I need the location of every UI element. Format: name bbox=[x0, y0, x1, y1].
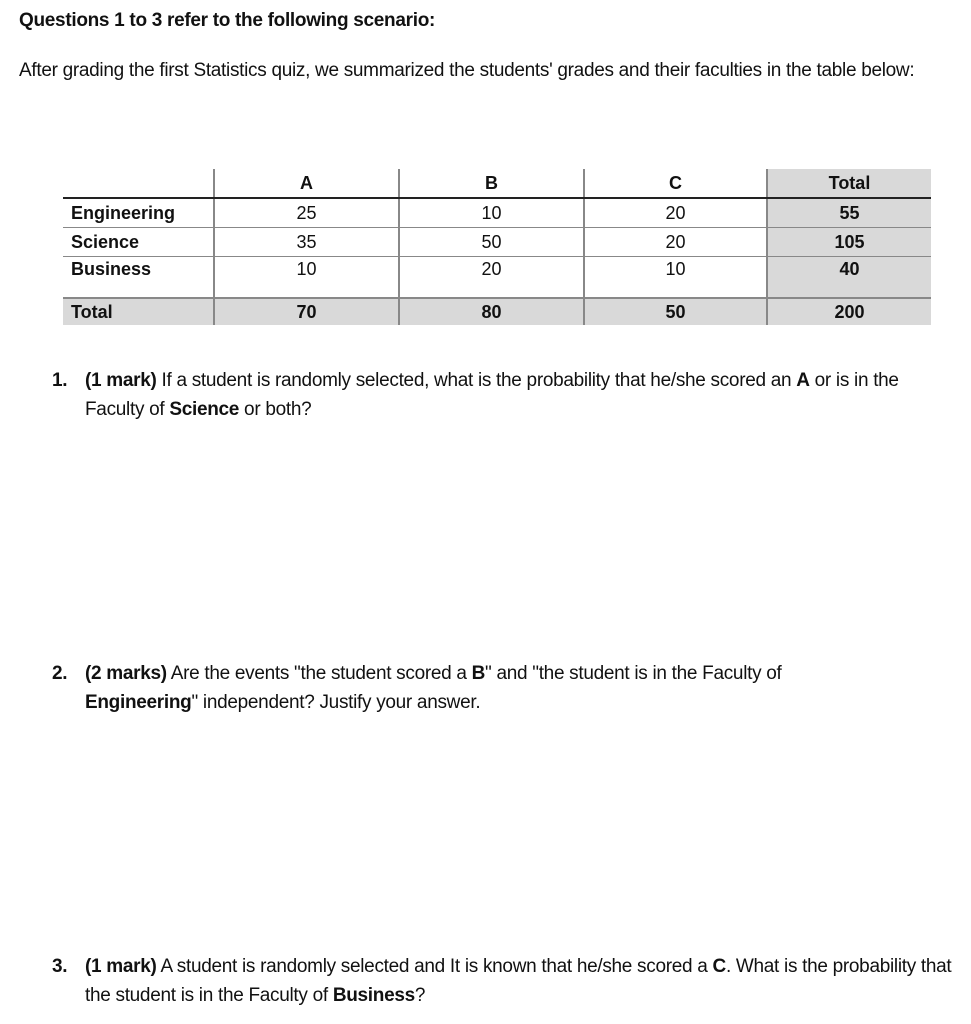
scenario-heading: Questions 1 to 3 refer to the following scenario: bbox=[19, 10, 436, 31]
question-text: or both? bbox=[239, 399, 312, 420]
header-total: Total bbox=[767, 169, 931, 198]
cell-total: 105 bbox=[767, 228, 931, 257]
cell-a: 35 bbox=[214, 228, 399, 257]
question-emphasis: C bbox=[712, 956, 726, 977]
grades-faculty-table bbox=[63, 169, 931, 325]
cell-b: 80 bbox=[399, 298, 584, 325]
cell-c: 20 bbox=[584, 228, 767, 257]
header-b: B bbox=[399, 169, 584, 198]
question-emphasis: A bbox=[796, 370, 810, 391]
cell-a: 10 bbox=[214, 257, 399, 299]
question-text: ? bbox=[414, 985, 426, 1006]
table-row-total bbox=[63, 298, 931, 325]
cell-c: 50 bbox=[584, 298, 767, 325]
cell-total: 200 bbox=[767, 298, 931, 325]
question-text: or is in the Faculty of bbox=[85, 370, 899, 420]
question-emphasis: Engineering bbox=[85, 692, 192, 713]
question-text: " independent? Justify your answer. bbox=[191, 692, 481, 713]
row-label: Business bbox=[71, 259, 152, 279]
table-row-business bbox=[63, 257, 931, 299]
question-1 bbox=[52, 366, 962, 424]
cell-c: 20 bbox=[584, 198, 767, 228]
cell-b: 10 bbox=[399, 198, 584, 228]
row-label: Total bbox=[63, 298, 214, 325]
question-text: " and "the student is in the Faculty of bbox=[485, 663, 782, 684]
header-empty bbox=[63, 169, 214, 198]
question-3 bbox=[52, 952, 962, 1010]
table-row-science bbox=[63, 228, 931, 257]
header-c: C bbox=[584, 169, 767, 198]
question-number: 3. bbox=[52, 956, 68, 977]
header-a: A bbox=[214, 169, 399, 198]
cell-a: 25 bbox=[214, 198, 399, 228]
cell-a: 70 bbox=[214, 298, 399, 325]
question-2 bbox=[52, 659, 962, 717]
scenario-intro: After grading the first Statistics quiz, we summarized the students' grades and their faculties in the table below: bbox=[19, 60, 915, 81]
question-marks: (1 mark) bbox=[85, 370, 157, 391]
cell-b: 50 bbox=[399, 228, 584, 257]
cell-total: 55 bbox=[767, 198, 931, 228]
question-marks: (2 marks) bbox=[85, 663, 167, 684]
row-label: Science bbox=[63, 228, 214, 257]
cell-b: 20 bbox=[399, 257, 584, 299]
question-number: 1. bbox=[52, 370, 68, 391]
question-marks: (1 mark) bbox=[85, 956, 157, 977]
question-emphasis: Science bbox=[169, 399, 240, 420]
question-text: Are the events "the student scored a bbox=[166, 663, 472, 684]
row-label: Engineering bbox=[63, 198, 214, 228]
table-header-row bbox=[63, 169, 931, 198]
question-text: . What is the probability that the student is in the Faculty of bbox=[85, 956, 952, 1006]
question-number: 2. bbox=[52, 663, 68, 684]
cell-c: 10 bbox=[584, 257, 767, 299]
question-emphasis: Business bbox=[332, 985, 415, 1006]
table-row-engineering bbox=[63, 198, 931, 228]
question-text: If a student is randomly selected, what is the probability that he/she scored an bbox=[156, 370, 797, 391]
cell-total: 40 bbox=[767, 257, 931, 299]
question-emphasis: B bbox=[471, 663, 486, 684]
question-text: A student is randomly selected and It is known that he/she scored a bbox=[156, 956, 713, 977]
